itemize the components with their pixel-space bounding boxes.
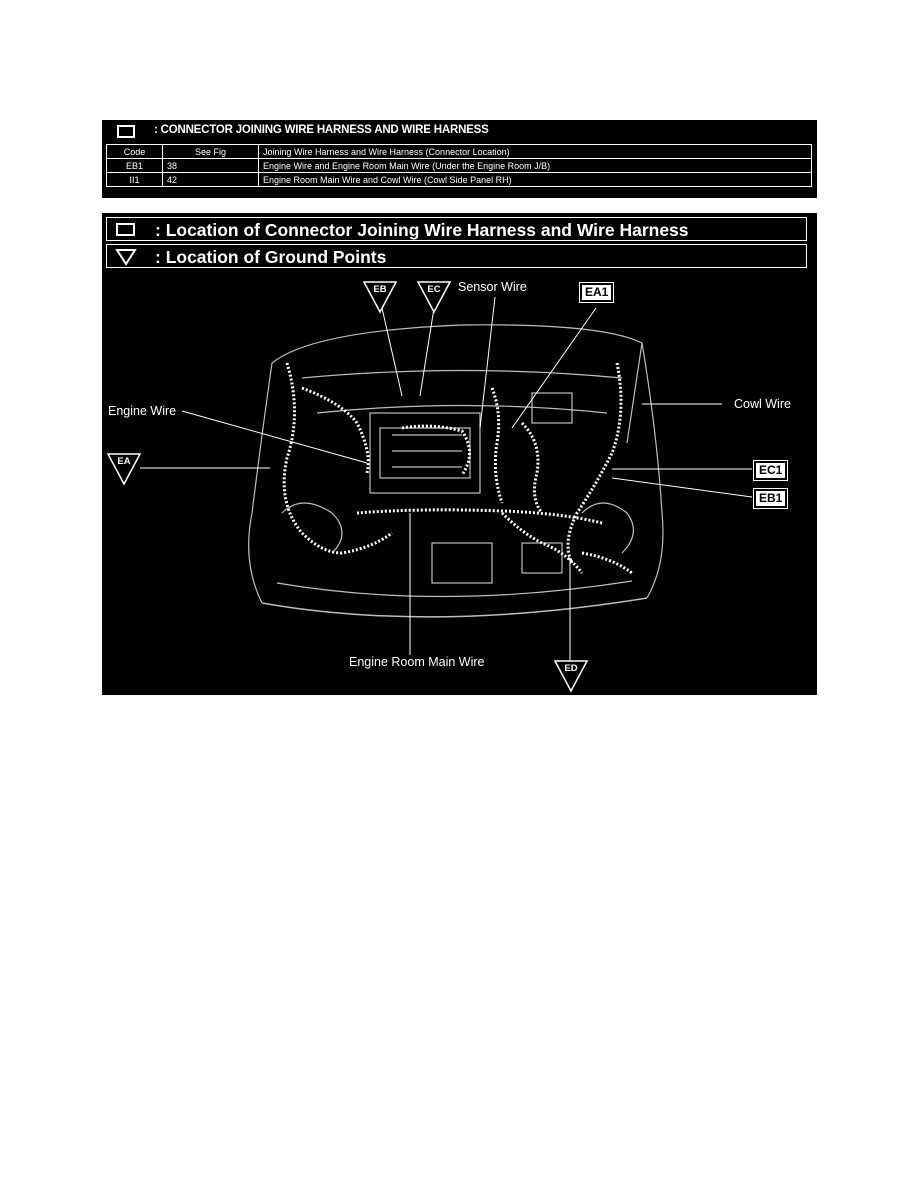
label-engine-room-main-wire: Engine Room Main Wire bbox=[349, 655, 485, 669]
ground-label-ed: ED bbox=[564, 663, 578, 674]
column-header-code: Code bbox=[107, 145, 163, 159]
row-location: Engine Wire and Engine Room Main Wire (Under the Engine Room J/B) bbox=[259, 159, 812, 173]
harness-diagram-panel bbox=[102, 213, 817, 695]
row-code: EB1 bbox=[107, 159, 163, 173]
connector-tag-eb1: EB1 bbox=[754, 489, 787, 508]
column-header-see-fig: See Fig bbox=[163, 145, 259, 159]
connector-table-panel bbox=[102, 120, 817, 198]
connector-legend-icon bbox=[115, 221, 137, 237]
table-title-row bbox=[102, 120, 817, 144]
ground-label-ec: EC bbox=[427, 284, 441, 295]
row-location: Engine Room Main Wire and Cowl Wire (Cowl Side Panel RH) bbox=[259, 173, 812, 187]
connector-symbol-icon bbox=[117, 125, 135, 138]
row-see-fig: 38 bbox=[163, 159, 259, 173]
legend-connector-text: : Location of Connector Joining Wire Harness and Wire Harness bbox=[155, 220, 689, 240]
label-cowl-wire: Cowl Wire bbox=[734, 397, 791, 411]
legend-ground bbox=[106, 244, 807, 268]
connector-tag-ec1: EC1 bbox=[754, 461, 787, 480]
table-row bbox=[107, 173, 812, 187]
ground-label-ea: EA bbox=[117, 456, 131, 467]
label-engine-wire: Engine Wire bbox=[108, 404, 177, 418]
table-header-row bbox=[107, 145, 812, 159]
table-title: : CONNECTOR JOINING WIRE HARNESS AND WIRE HARNESS bbox=[154, 124, 489, 136]
table-row bbox=[107, 159, 812, 173]
row-code: II1 bbox=[107, 173, 163, 187]
connector-table bbox=[106, 144, 812, 187]
connector-tag-ea1: EA1 bbox=[580, 283, 613, 302]
column-header-location: Joining Wire Harness and Wire Harness (Connector Location) bbox=[259, 145, 812, 159]
row-see-fig: 42 bbox=[163, 173, 259, 187]
legend-connector bbox=[106, 217, 807, 241]
ground-legend-icon bbox=[115, 248, 137, 266]
ground-label-eb: EB bbox=[373, 284, 387, 295]
legend-ground-text: : Location of Ground Points bbox=[155, 247, 387, 267]
label-sensor-wire: Sensor Wire bbox=[458, 280, 527, 294]
